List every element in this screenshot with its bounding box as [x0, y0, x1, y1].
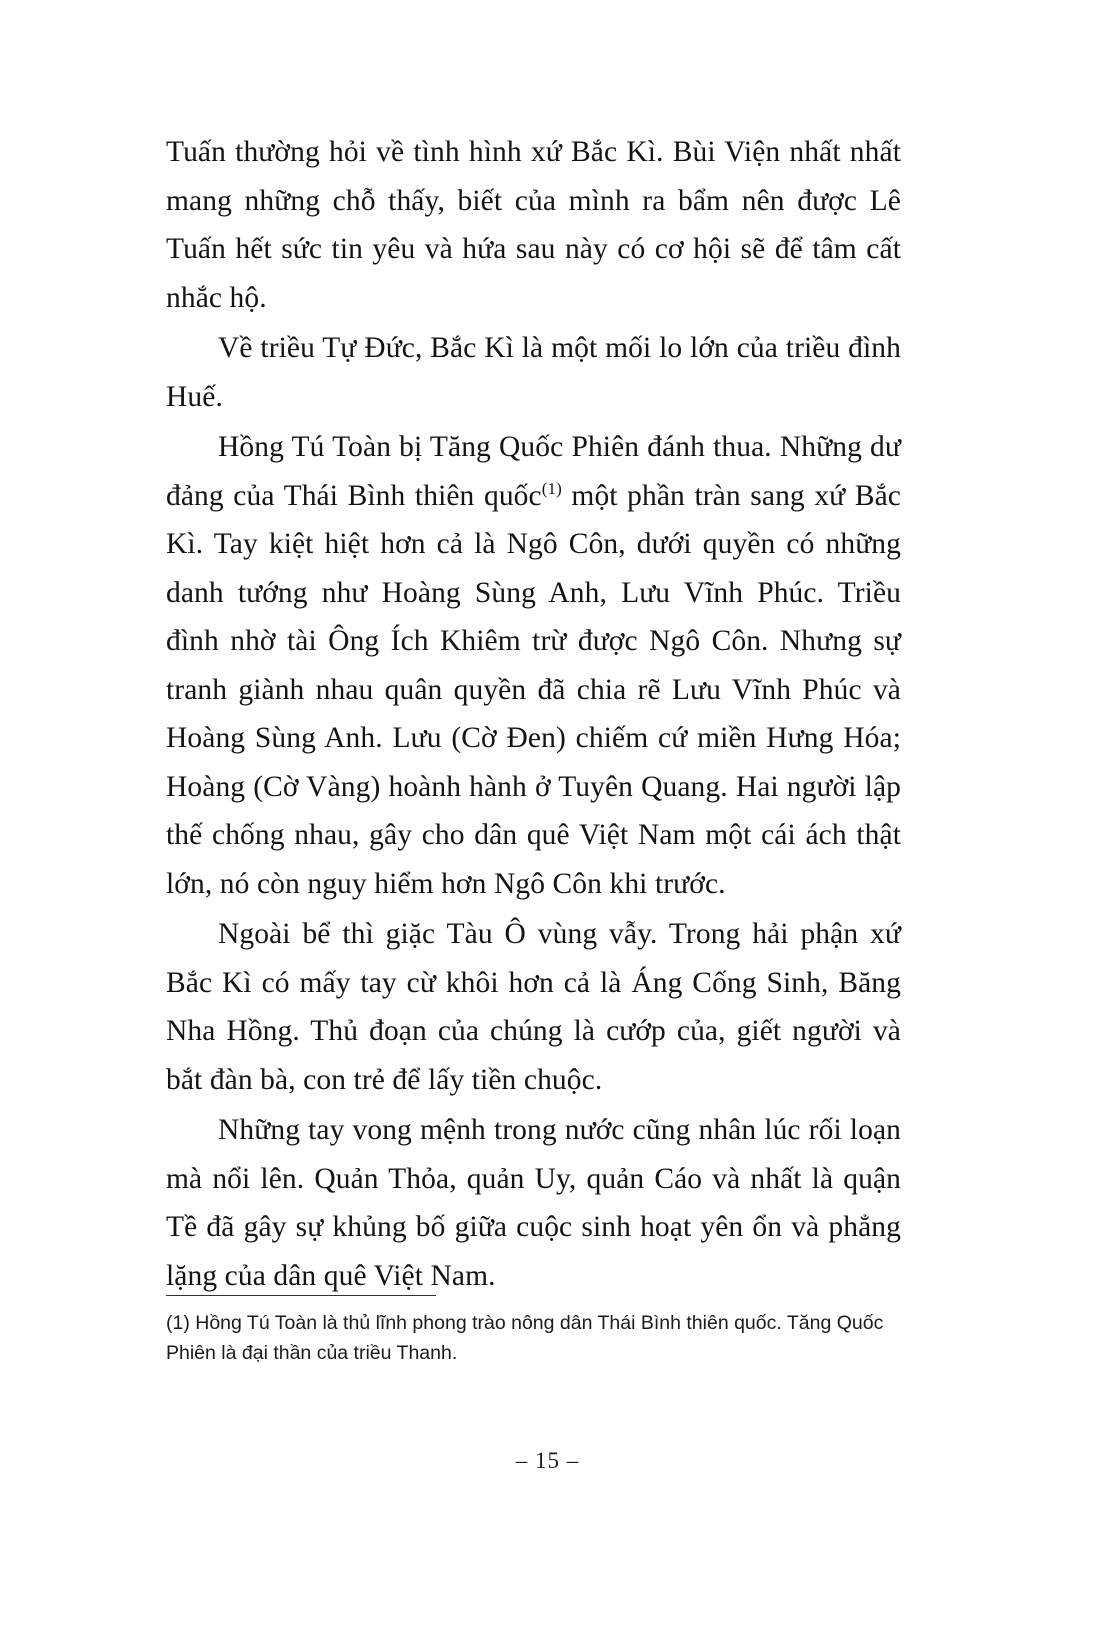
paragraph-3-text-after-footnote: một phần tràn sang xứ Bắc Kì. Tay kiệt hiệt hơn cả là Ngô Côn, dưới quyền có những danh tướng như Hoàng Sùng Anh, Lưu Vĩnh Phúc. Triều đình nhờ tài Ông Ích Khiêm trừ được Ngô Côn. Nhưng sự tranh giành nhau quân quyền đã chia rẽ Lưu Vĩnh Phúc và Hoàng Sùng Anh. Lưu (Cờ Đen) chiếm cứ miền Hưng Hóa; Hoàng (Cờ Vàng) hoành hành ở Tuyên Quang. Hai người lập thế chống nhau, gây cho dân quê Việt Nam một cái ách thật lớn, nó còn nguy hiểm hơn Ngô Côn khi trước.: [166, 479, 901, 900]
footnote-divider: [166, 1295, 436, 1296]
paragraph-2: Về triều Tự Đức, Bắc Kì là một mối lo lớn của triều đình Huế.: [166, 332, 901, 413]
paragraph-3: [166, 423, 901, 908]
paragraph-4: Ngoài bể thì giặc Tàu Ô vùng vẫy. Trong hải phận xứ Bắc Kì có mấy tay cừ khôi hơn cả là Áng Cống Sinh, Băng Nha Hồng. Thủ đoạn của chúng là cướp của, giết người và bắt đàn bà, con trẻ để lấy tiền chuộc.: [166, 918, 901, 1096]
footnote-reference-marker[interactable]: (1): [541, 478, 562, 498]
page-number: – 15 –: [515, 1448, 580, 1473]
footnote-section: [166, 1295, 906, 1368]
paragraph-5: Những tay vong mệnh trong nước cũng nhân lúc rối loạn mà nổi lên. Quản Thỏa, quản Uy, quản Cáo và nhất là quận Tề đã gây sự khủng bố giữa cuộc sinh hoạt yên ổn và phẳng lặng của dân quê Việt Nam.: [166, 1114, 901, 1292]
paragraph-1: Tuấn thường hỏi về tình hình xứ Bắc Kì. Bùi Viện nhất nhất mang những chỗ thấy, biết của mình ra bẩm nên được Lê Tuấn hết sức tin yêu và hứa sau này có cơ hội sẽ để tâm cất nhắc hộ.: [166, 136, 901, 314]
paragraph-3-text-before-footnote: Hồng Tú Toàn bị Tăng Quốc Phiên đánh thua. Những dư đảng của Thái Bình thiên quốc: [166, 431, 901, 512]
footnote-text: (1) Hồng Tú Toàn là thủ lĩnh phong trào nông dân Thái Bình thiên quốc. Tăng Quốc Phiên là đại thần của triều Thanh.: [166, 1312, 884, 1364]
body-text-column: [166, 128, 901, 1302]
